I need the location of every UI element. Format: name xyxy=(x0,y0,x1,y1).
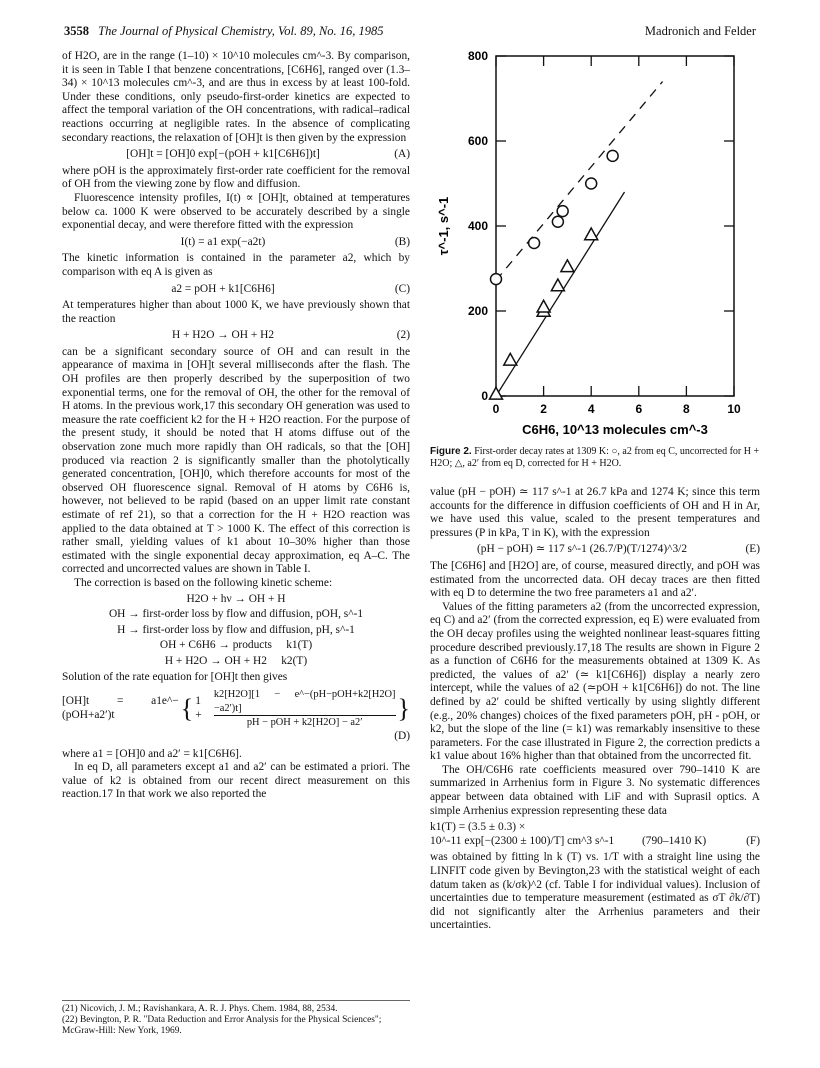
triangle-marker xyxy=(504,353,517,365)
circle-marker xyxy=(529,238,540,249)
circle-marker xyxy=(491,274,502,285)
triangle-marker xyxy=(537,300,550,312)
y-axis-label: τ^-1, s^-1 xyxy=(436,196,451,256)
y-tick-label: 400 xyxy=(467,219,488,233)
paragraph: where pOH is the approximately first-order rate coefficient for the removal of OH from the viewing zone by flow and diffusion. xyxy=(62,164,410,191)
journal-title: The Journal of Physical Chemistry, Vol. 89, No. 16, 1985 xyxy=(98,24,384,38)
reference-22: (22) Bevington, P. R. "Data Reduction and Error Analysis for the Physical Sciences"; McGraw-Hill: New York, 1969. xyxy=(62,1015,382,1036)
paragraph: where a1 = [OH]0 and a2′ = k1[C6H6]. xyxy=(62,747,242,760)
y-tick-label: 0 xyxy=(481,389,488,403)
triangle-marker xyxy=(585,228,598,240)
paragraph: The correction is based on the following kinetic scheme: xyxy=(74,576,333,589)
paragraph: Fluorescence intensity profiles, I(t) ∝ [OH]t, obtained at temperatures below ca. 1000 K were observed to be accurately described by a single exponential decay, and were therefore fitted with the expression xyxy=(62,191,410,232)
circle-marker xyxy=(607,150,618,161)
paragraph: The [C6H6] and [H2O] are, of course, measured directly, and pOH was estimated from the uncorrected data. OH decay traces are then fitted with eq D to determine the two free parameters a1 and a2′. xyxy=(430,559,760,600)
triangle-marker xyxy=(551,279,564,291)
x-tick-label: 6 xyxy=(635,402,643,416)
equation-f: k1(T) = (3.5 ± 0.3) × 10^-11 exp[−(2300 ± 100)/T] cm^3 s^-1 (790–1410 K) (F) xyxy=(430,821,760,847)
circle-marker xyxy=(586,178,597,189)
paragraph: was obtained by fitting ln k (T) vs. 1/T with a straight line using the LINFIT code given by Bevington,23 with the statistical weight of each datum taken as (k/σk)^2 (cf. Table I for individual values). Inclusion of uncertainties due to temperature measurement (estimated as σT ∂k/∂T) did not significantly alter the Arrhenius parameters and their uncertainties. xyxy=(430,851,760,932)
paragraph: In eq D, all parameters except a1 and a2′ can be estimated a priori. The value of k2 is obtained from our recent direct measurement on this reaction.17 In that work we also reported the xyxy=(62,761,410,801)
equation-2: H + H2O → OH + H2 (2) xyxy=(171,329,410,342)
equation-a: [OH]t = [OH]0 exp[−(pOH + k1[C6H6])t] (A) xyxy=(126,148,410,161)
paragraph: Values of the fitting parameters a2 (from the uncorrected expression, eq C) and a2′ (from the corrected expression, eq E) were evaluated from the OH decay profiles using the weighted nonlinear least-squares fitting procedure described previously.17,18 The results are shown in Figure 2 as a function of C6H6 for the measurements obtained at 1309 K. As predicted, the values of a2′ (≃ k1[C6H6]) display a nearly zero intercept, while the values of a2 (≃pOH + k1[C6H6]) do not. The line defined by a2′ could be shifted vertically by using slightly different (e.g., 20% changes) choices of the fixed parameters pOH, pH - pOH, or k2, but the slope of the line (= k1) was remarkably insensitive to these parameters. For the case illustrated in Figure 2, the correction predicts a k1 value about 16% higher than that obtained from the uncorrected fit. xyxy=(430,600,760,763)
scheme-line: H + H2O → OH + H2 k2(T) xyxy=(164,654,308,667)
x-tick-label: 4 xyxy=(587,402,595,416)
scheme-line: H → first-order loss by flow and diffusion, pH, s^-1 xyxy=(117,623,355,636)
paragraph: can be a significant secondary source of OH and can result in the appearance of maxima in [OH]t several milliseconds after the flash. The OH profiles are then properly described by the superposition of two exponential terms, one for the removal of OH, the other for the removal of H atoms. In the previous work,17 this secondary OH generation was used to measure the rate coefficient k2 for the H + H2O reaction. For the purpose of the present study, it should be noted that H atoms diffuse out of the observation zone much more rapidly than OH radicals, so that the [OH] produced via reaction 2 is significantly smaller than the photolytically generated concentration, [OH]0, which therefore accounts for most of the observed OH fluorescence signal. Removal of H atoms by C6H6 is, however, not believed to be rapid (based on an upper limit rate constant estimate of ref 21), so that a correction for the H + H2O reaction was applied to the data obtained at T > 1000 K. The effect of this correction is rather small, yielding values of k1 about 10–30% higher than those estimated with the single exponential decay approximation, eq A–C. The corrected and uncorrected values are shown in Table I. xyxy=(62,345,410,576)
plot-frame xyxy=(496,56,734,396)
equation-e: (pH − pOH) ≃ 117 s^-1 (26.7/P)(T/1274)^3/2 (E) xyxy=(476,543,760,556)
equation-b: I(t) = a1 exp(−a2t) (B) xyxy=(180,235,410,248)
running-authors: Madronich and Felder xyxy=(644,24,756,38)
x-axis-label: C6H6, 10^13 molecules cm^-3 xyxy=(522,422,708,437)
page-header xyxy=(64,24,756,42)
chart-canvas xyxy=(430,42,760,442)
x-tick-label: 10 xyxy=(727,402,741,416)
y-tick-label: 800 xyxy=(467,49,488,63)
circle-marker xyxy=(552,216,563,227)
scheme-line: OH + C6H6 → products k1(T) xyxy=(159,639,313,652)
scheme-line: OH → first-order loss by flow and diffusion, pOH, s^-1 xyxy=(108,608,364,621)
paragraph: Solution of the rate equation for [OH]t then gives xyxy=(62,670,288,683)
reference-21: (21) Nicovich, J. M.; Ravishankara, A. R. J. Phys. Chem. 1984, 88, 2534. xyxy=(62,1004,338,1014)
figure-caption: Figure 2. First-order decay rates at 1309 K: ○, a2 from eq C, uncorrected for H + H2O; △, a2′ from eq D, corrected for H + H2O. xyxy=(430,446,760,469)
equation-d: [OH]t = a1e^−(pOH+a2′)t { 1 + k2[H2O][1 − e^−(pH−pOH+k2[H2O]−a2′)t] pH − pOH + k2[H2O] − a2′ } (D) xyxy=(62,689,410,742)
y-tick-label: 600 xyxy=(467,134,488,148)
y-tick-label: 200 xyxy=(467,304,488,318)
paragraph: At temperatures higher than about 1000 K, we have previously shown that the reaction xyxy=(62,299,410,325)
footnote-references xyxy=(62,1000,410,1037)
triangle-marker xyxy=(561,260,574,272)
page-number: 3558 xyxy=(64,24,89,38)
paragraph: of H2O, are in the range (1–10) × 10^10 molecules cm^-3. By comparison, it is seen in Table I that benzene concentrations, [C6H6], ranged over (1.3–34) × 10^13 molecules cm^-3, and are thus in excess by at least 100-fold. Under these conditions, only pseudo-first-order kinetics are expected to affect the temporal variation of the OH concentrations, with radical–radical reactions occurring at negligible rates. In the absence of complicating secondary reactions, the relaxation of [OH]t is then given by the expression xyxy=(62,50,410,144)
x-tick-label: 8 xyxy=(683,402,690,416)
paragraph: The kinetic information is contained in the parameter a2, which by comparison with eq A is given as xyxy=(62,252,410,278)
right-column xyxy=(430,486,760,933)
dashed-fit-line xyxy=(496,82,663,281)
circle-marker xyxy=(557,206,568,217)
x-tick-label: 0 xyxy=(492,402,500,416)
paragraph: value (pH − pOH) ≃ 117 s^-1 at 26.7 kPa and 1274 K; since this term accounts for the difference in diffusion coefficients of OH and H in Ar, we have used this value, scaled to the present temperatures and pressures (P in kPa, T in K), with the expression xyxy=(430,486,760,539)
left-column xyxy=(62,50,410,802)
x-tick-label: 2 xyxy=(540,402,547,416)
equation-c: a2 = pOH + k1[C6H6] (C) xyxy=(171,282,410,295)
paragraph: The OH/C6H6 rate coefficients measured over 790–1410 K are summarized in Arrhenius form in Figure 3. No systematic differences appear between data obtained with LiF and with Suprasil optics. A simple Arrhenius expression representing these data xyxy=(430,763,760,817)
figure-2 xyxy=(430,42,760,442)
scheme-line: H2O + hν → OH + H xyxy=(186,592,286,605)
